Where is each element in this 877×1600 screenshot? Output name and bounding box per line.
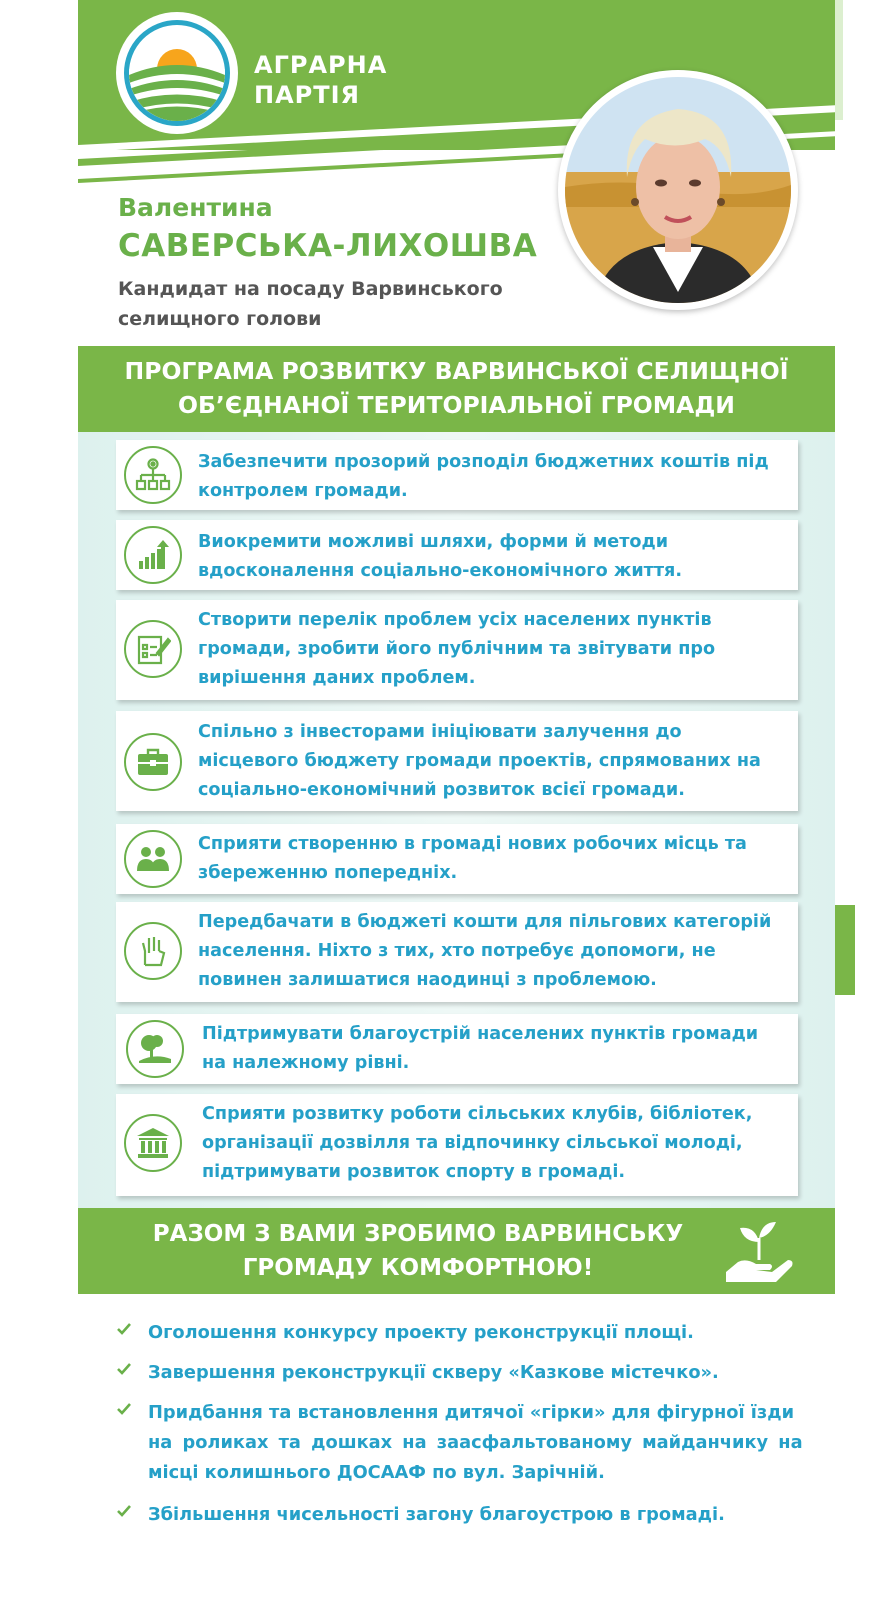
program-item-line: місцевого бюджету громади проектів, спрямованих на [198,751,761,771]
program-item [116,824,798,894]
program-item-text [198,448,786,506]
org-chart-icon [124,446,182,504]
slogan-band [78,1208,835,1294]
portrait-image [565,77,791,303]
checklist-line: на роликах та дошках на заасфальтованому майданчику на [148,1432,803,1453]
checklist-pen-icon [124,620,182,678]
checklist-item-text [148,1500,806,1530]
program-item-line: на належному рівні. [202,1053,410,1073]
program-item-text [198,830,786,888]
helping-hand-icon [124,922,182,980]
program-item-line: вирішення даних проблем. [198,668,476,688]
program-item [116,902,798,1002]
program-item-line: організації дозвілля та відпочинку сільської молоді, [202,1133,743,1153]
checkmark-icon [116,1361,132,1377]
checklist-line: місці колишнього ДОСААФ по вул. Зарічній. [148,1462,605,1483]
program-item-line: контролем громади. [198,481,408,501]
program-item-text [198,908,786,995]
program-item-line: Сприяти створенню в громаді нових робочих місць та [198,834,747,854]
logo-icon [124,20,230,126]
checklist-line: Завершення реконструкції скверу «Казкове містечко». [148,1362,719,1383]
checklist-item-text [148,1358,806,1388]
program-item-text [202,1020,786,1078]
position-line: Кандидат на посаду Варвинського [118,278,503,300]
program-item-line: Виокремити можливі шляхи, форми й методи [198,532,669,552]
candidate-first-name: Валентина [118,193,273,222]
checkmark-icon [116,1321,132,1337]
page-edge-tab [835,905,855,995]
program-item-line: населення. Ніхто з тих, хто потребує допомоги, не [198,941,716,961]
checkmark-icon [116,1401,132,1417]
checklist-item-text [148,1318,806,1348]
party-name-line2: ПАРТІЯ [254,81,361,109]
program-item-text [198,528,786,586]
checklist-line: Придбання та встановлення дитячої «гірки» для фігурної їзди [148,1402,795,1423]
program-item-line: Передбачати в бюджеті кошти для пільгових категорій [198,912,772,932]
program-item [116,520,798,590]
growth-chart-icon [124,526,182,584]
checklist-line: Оголошення конкурсу проекту реконструкції площі. [148,1322,694,1343]
program-item [116,440,798,510]
institution-icon [124,1114,182,1172]
program-item [116,711,798,811]
program-item-line: вдосконалення соціально-економічного життя. [198,561,683,581]
sprout-in-hand-icon [722,1216,796,1288]
candidate-photo [558,70,798,310]
program-item-line: громади, зробити його публічним та звітувати про [198,639,716,659]
program-title-band [78,346,835,434]
tree-landscape-icon [126,1020,184,1078]
checklist-line: Збільшення чисельності загону благоустрою в громаді. [148,1504,725,1525]
position-line: селищного голови [118,308,322,330]
program-item-line: Спільно з інвесторами ініціювати залучення до [198,722,682,742]
program-item-line: Сприяти розвитку роботи сільських клубів, бібліотек, [202,1104,753,1124]
candidate-position [118,274,538,334]
program-item-text [198,718,786,805]
program-item-line: соціально-економічний розвиток всієї громади. [198,780,685,800]
checklist-item-text [148,1398,806,1488]
slogan-line: ГРОМАДУ КОМФОРТНОЮ! [242,1255,594,1281]
program-title-line: ПРОГРАМА РОЗВИТКУ ВАРВИНСЬКОЇ СЕЛИЩНОЇ [124,357,789,385]
program-item [116,1094,798,1196]
party-name-line1: АГРАРНА [254,51,388,79]
briefcase-icon [124,733,182,791]
program-item-line: Підтримувати благоустрій населених пунктів громади [202,1024,759,1044]
party-name [254,50,387,110]
program-item-text [202,1100,786,1187]
leaflet [78,0,835,1600]
program-item-line: Забезпечити прозорий розподіл бюджетних коштів під [198,452,769,472]
page-edge-strip [835,0,843,120]
people-icon [124,830,182,888]
program-item-line: збереженню попередніх. [198,863,458,883]
program-item [116,600,798,700]
slogan-line: РАЗОМ З ВАМИ ЗРОБИМО ВАРВИНСЬКУ [152,1221,684,1247]
slogan [78,1217,758,1285]
program-item-line: підтримувати розвиток спорту в громаді. [202,1162,626,1182]
program-title-line: ОБ’ЄДНАНОЇ ТЕРИТОРІАЛЬНОЇ ГРОМАДИ [178,391,735,419]
program-item [116,1014,798,1084]
program-item-line: повинен залишатися наодинці з проблемою. [198,970,657,990]
candidate-last-name: САВЕРСЬКА-ЛИХОШВА [118,228,538,264]
checkmark-icon [116,1503,132,1519]
program-title [78,354,835,422]
party-logo [116,12,238,134]
program-item-line: Створити перелік проблем усіх населених пунктів [198,610,712,630]
program-item-text [198,606,786,693]
